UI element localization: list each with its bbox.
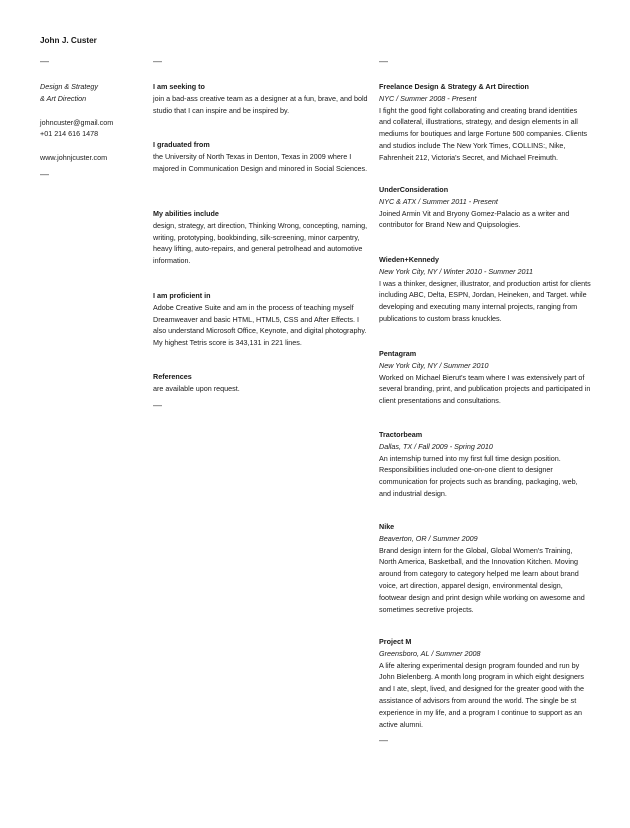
summary-section	[153, 371, 371, 410]
entry-title: Freelance Design & Strategy & Art Direction	[379, 82, 529, 91]
website-link[interactable]: www.johnjcuster.com	[40, 153, 108, 163]
summary-section	[153, 81, 371, 116]
experience-entry	[379, 81, 591, 164]
section-body: are available upon request.	[153, 383, 240, 393]
summary-section	[153, 139, 371, 174]
entry-body: A life altering experimental design program founded and run by John Bielenberg. A month long program in which eight designers and I ate, slept, lived, and designed for the greater good with the assistance of advisors from around the world. The single be st experience in my life, and a program I continue to support as an active alumni.	[379, 660, 584, 729]
divider-dash: —	[153, 399, 162, 410]
section-body: join a bad-ass creative team as a designer at a fun, brave, and bold studio that I can inspire and be inspired by.	[153, 93, 368, 115]
entry-meta: New York City, NY / Summer 2010	[379, 360, 489, 370]
experience-entry	[379, 429, 591, 500]
phone-number: +01 214 616 1478	[40, 129, 99, 139]
email-link[interactable]: johncuster@gmail.com	[40, 117, 114, 127]
entry-meta: NYC & ATX / Summer 2011 - Present	[379, 196, 498, 206]
role-line: & Art Direction	[40, 93, 87, 103]
entry-body: Joined Armin Vit and Bryony Gomez-Palacio as a writer and contributor for Brand New and Quipsologies.	[379, 208, 570, 230]
divider-dash: —	[379, 735, 388, 746]
section-body: design, strategy, art direction, Thinking Wrong, concepting, naming, writing, prototyping, bookbinding, silk-screening, minor carpentry, heavy lifting, auto-repairs, and general petrolhead and automotive information.	[153, 220, 368, 266]
entry-meta: Greensboro, AL / Summer 2008	[379, 648, 481, 658]
experience-entry	[379, 184, 591, 231]
entry-meta: NYC / Summer 2008 - Present	[379, 93, 477, 103]
experience-entry	[379, 521, 591, 615]
section-heading: I am proficient in	[153, 291, 211, 300]
summary-section	[153, 208, 371, 267]
summary-section	[153, 290, 371, 349]
entry-title: Nike	[379, 522, 395, 531]
entry-body: Brand design intern for the Global, Global Women's Training, North America, Basketball, and the Innovation Kitchen. Moving around from category to category helped me learn about brand voice, art direction, apparel design, environmental design, footwear design and print design while working on awesome and sometimes secretive projects.	[379, 545, 585, 614]
experience-entry	[379, 348, 591, 407]
entry-title: Project M	[379, 637, 412, 646]
role-line: Design & Strategy	[40, 82, 98, 91]
section-heading: References	[153, 372, 192, 381]
entry-meta: New York City, NY / Winter 2010 - Summer 2011	[379, 266, 533, 276]
contact-column	[40, 81, 140, 179]
divider-dash: —	[40, 168, 49, 179]
entry-title: UnderConsideration	[379, 185, 449, 194]
section-heading: I graduated from	[153, 140, 210, 149]
entry-body: Worked on Michael Bierut's team where I was extensively part of several branding, print, and publication projects and participated in client presentations and consultations.	[379, 372, 591, 406]
entry-title: Tractorbeam	[379, 430, 423, 439]
experience-entry	[379, 254, 591, 325]
entry-body: I was a thinker, designer, illustrator, and production artist for clients including ABC, Delta, ESPN, Jordan, Heineken, and Target. while developing and executing many internal projects, ranging from publications to custom brass knuckles.	[379, 278, 591, 323]
divider-dash: —	[40, 56, 49, 66]
entry-title: Pentagram	[379, 349, 417, 358]
entry-body: An internship turned into my first full time design position. Responsibilities included one-on-one client to designer communication for projects such as branding, packaging, web, and industrial design.	[379, 453, 578, 498]
resume-name: John J. Custer	[40, 36, 97, 45]
experience-entry	[379, 636, 591, 745]
entry-body: I fight the good fight collaborating and creating brand identities and collateral, illustrations, strategy, and design elements in all mediums for boutiques and large Fortune 500 companies. Clients and studios include The New York Times, COLLINS:, Nike, Fahrenheit 212, Victoria's Secret, and Michael Freimuth.	[379, 105, 588, 162]
entry-meta: Beaverton, OR / Summer 2009	[379, 533, 478, 543]
divider-dash: —	[379, 56, 388, 66]
divider-dash: —	[153, 56, 162, 66]
section-heading: I am seeking to	[153, 82, 205, 91]
section-body: Adobe Creative Suite and am in the process of teaching myself Dreamweaver and basic HTML, HTML5, CSS and After Effects. I also understand Microsoft Office, Keynote, and digital photography. My highest Tetris score is 343,131 in 221 lines.	[153, 302, 367, 348]
entry-meta: Dallas, TX / Fall 2009 - Spring 2010	[379, 441, 493, 451]
section-heading: My abilities include	[153, 209, 219, 218]
entry-title: Wieden+Kennedy	[379, 255, 440, 264]
section-body: the University of North Texas in Denton, Texas in 2009 where I majored in Communication Design and minored in Social Sciences.	[153, 151, 368, 173]
